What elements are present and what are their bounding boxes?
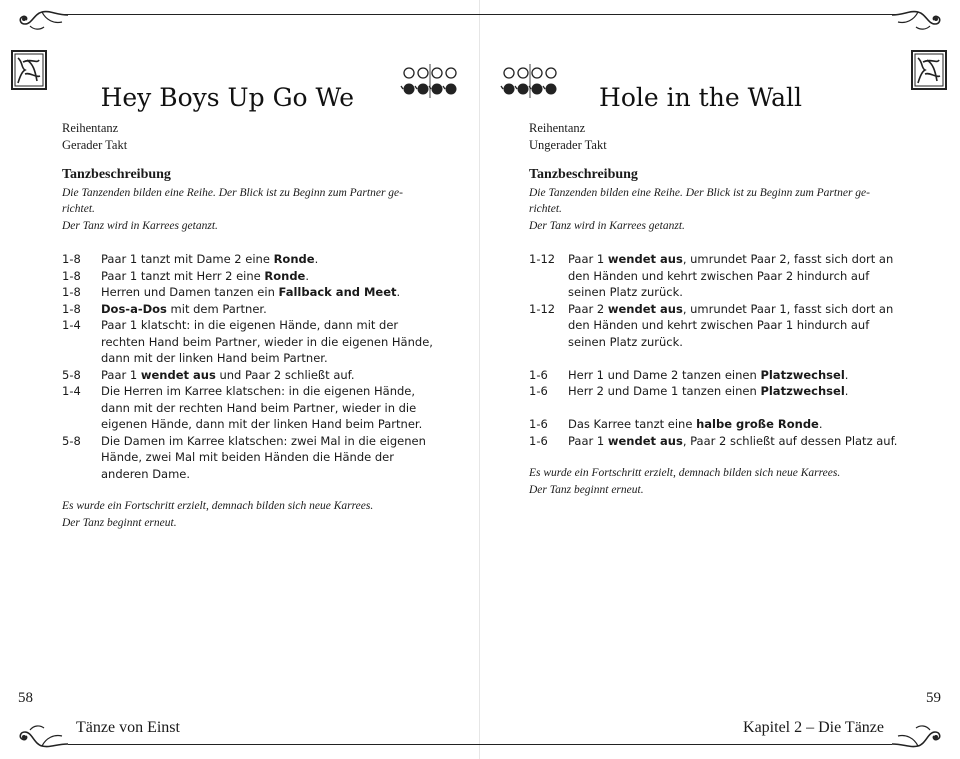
step-count: 1-6 — [529, 417, 548, 431]
step-row — [529, 383, 909, 400]
description-line: Die Tanzenden bilden eine Reihe. Der Blick ist zu Beginn zum Partner ge- — [62, 186, 403, 199]
step-text: Paar 1 wendet aus, Paar 2 schließt auf dessen Platz auf. — [568, 433, 898, 448]
section-heading: Tanzbeschreibung — [62, 167, 171, 182]
bottom-rule — [68, 744, 480, 745]
step-text: Paar 2 wendet aus, umrundet Paar 1, fasst sich dort an den Händen und kehrt zwischen Paar 1 hindurch auf seinen Platz zurück. — [568, 301, 894, 349]
flourish-ornament-icon — [14, 720, 68, 750]
step-spacer — [529, 350, 909, 367]
description-line: Der Tanz wird in Karrees getanzt. — [529, 219, 685, 232]
running-footer: Tänze von Einst — [76, 719, 180, 736]
closing-line: Es wurde ein Fortschritt erzielt, demnach bilden sich neue Karrees. — [529, 467, 841, 479]
step-row — [62, 433, 442, 483]
step-spacer — [529, 400, 909, 417]
step-list — [529, 251, 909, 449]
step-row — [62, 367, 442, 384]
flourish-ornament-icon — [16, 6, 70, 32]
step-count: 1-6 — [529, 433, 548, 448]
step-row — [62, 317, 442, 367]
dance-type: Reihentanz — [62, 121, 119, 135]
step-text: Paar 1 wendet aus und Paar 2 schließt auf. — [101, 367, 355, 382]
flourish-ornament-icon — [892, 720, 946, 750]
top-rule — [62, 14, 480, 15]
step-text: Das Karree tanzt eine halbe große Ronde. — [568, 417, 823, 431]
dance-description — [62, 167, 437, 234]
bottom-rule — [480, 744, 892, 745]
closing-line: Es wurde ein Fortschritt erzielt, demnach bilden sich neue Karrees. — [62, 500, 374, 512]
step-text: Paar 1 klatscht: in die eigenen Hände, dann mit der rechten Hand beim Partner, wieder in die eigenen Hände, dann mit der linken Hand beim Partner. — [101, 318, 433, 365]
step-row — [62, 268, 442, 285]
dance-description — [529, 167, 904, 234]
section-heading: Tanzbeschreibung — [529, 167, 638, 182]
dance-meta — [62, 120, 437, 153]
description-line: richtet. — [529, 203, 562, 215]
step-row — [62, 251, 442, 268]
closing-line: Der Tanz beginnt erneut. — [62, 516, 177, 529]
description-line: Der Tanz wird in Karrees getanzt. — [62, 219, 218, 232]
step-count: 1-4 — [62, 384, 81, 398]
step-row — [529, 301, 909, 351]
step-text: Paar 1 tanzt mit Dame 2 eine Ronde. — [101, 252, 319, 266]
step-text: Paar 1 tanzt mit Herr 2 eine Ronde. — [101, 268, 310, 283]
step-row — [529, 433, 909, 450]
step-count: 5-8 — [62, 367, 81, 382]
step-row — [62, 301, 442, 318]
step-count: 1-12 — [529, 252, 556, 266]
step-row — [529, 367, 909, 384]
description-line: richtet. — [62, 203, 95, 215]
top-rule — [480, 14, 898, 15]
closing-note — [529, 465, 909, 498]
step-text: Herr 1 und Dame 2 tanzen einen Platzwechsel. — [568, 367, 849, 382]
step-count: 1-8 — [62, 268, 81, 283]
step-list — [62, 251, 442, 482]
step-count: 1-6 — [529, 384, 548, 398]
dance-time: Ungerader Takt — [529, 137, 607, 152]
step-text: Dos-a-Dos mit dem Partner. — [101, 301, 267, 316]
step-count: 5-8 — [62, 433, 81, 448]
step-count: 1-12 — [529, 301, 556, 316]
dance-title: Hole in the Wall — [599, 83, 802, 112]
decorative-initial-icon — [11, 50, 47, 90]
step-count: 1-8 — [62, 252, 81, 266]
formation-diagram-icon — [498, 64, 562, 98]
step-text: Die Herren im Karree klatschen: in die eigenen Hände, dann mit der rechten Hand beim Partner, wieder in die eigenen Hände, dann mit der linken Hand beim Partner. — [101, 384, 423, 431]
dance-title: Hey Boys Up Go We — [100, 83, 354, 112]
step-row — [62, 383, 442, 433]
step-text: Herren und Damen tanzen ein Fallback and Meet. — [101, 285, 401, 299]
step-text: Herr 2 und Dame 1 tanzen einen Platzwechsel. — [568, 384, 849, 398]
closing-note — [62, 498, 442, 531]
flourish-ornament-icon — [890, 6, 944, 32]
step-count: 1-4 — [62, 318, 81, 332]
step-count: 1-6 — [529, 367, 548, 382]
dance-meta — [529, 120, 904, 153]
decorative-initial-icon — [911, 50, 947, 90]
step-text: Paar 1 wendet aus, umrundet Paar 2, fasst sich dort an den Händen und kehrt zwischen Paar 2 hindurch auf seinen Platz zurück. — [568, 252, 894, 299]
dance-time: Gerader Takt — [62, 137, 128, 152]
step-row — [529, 416, 909, 433]
step-text: Die Damen im Karree klatschen: zwei Mal in die eigenen Hände, zwei Mal mit beiden Händen die Hände der anderen Dame. — [101, 433, 426, 481]
right-page — [480, 0, 960, 759]
formation-diagram-icon — [398, 64, 462, 98]
running-footer: Kapitel 2 – Die Tänze — [743, 719, 884, 736]
step-row — [62, 284, 442, 301]
page-number: 59 — [926, 690, 941, 706]
page-number: 58 — [18, 690, 33, 706]
step-row — [529, 251, 909, 301]
closing-line: Der Tanz beginnt erneut. — [529, 483, 644, 496]
step-count: 1-8 — [62, 285, 81, 299]
description-line: Die Tanzenden bilden eine Reihe. Der Blick ist zu Beginn zum Partner ge- — [529, 186, 870, 199]
dance-type: Reihentanz — [529, 121, 586, 135]
step-count: 1-8 — [62, 301, 81, 316]
